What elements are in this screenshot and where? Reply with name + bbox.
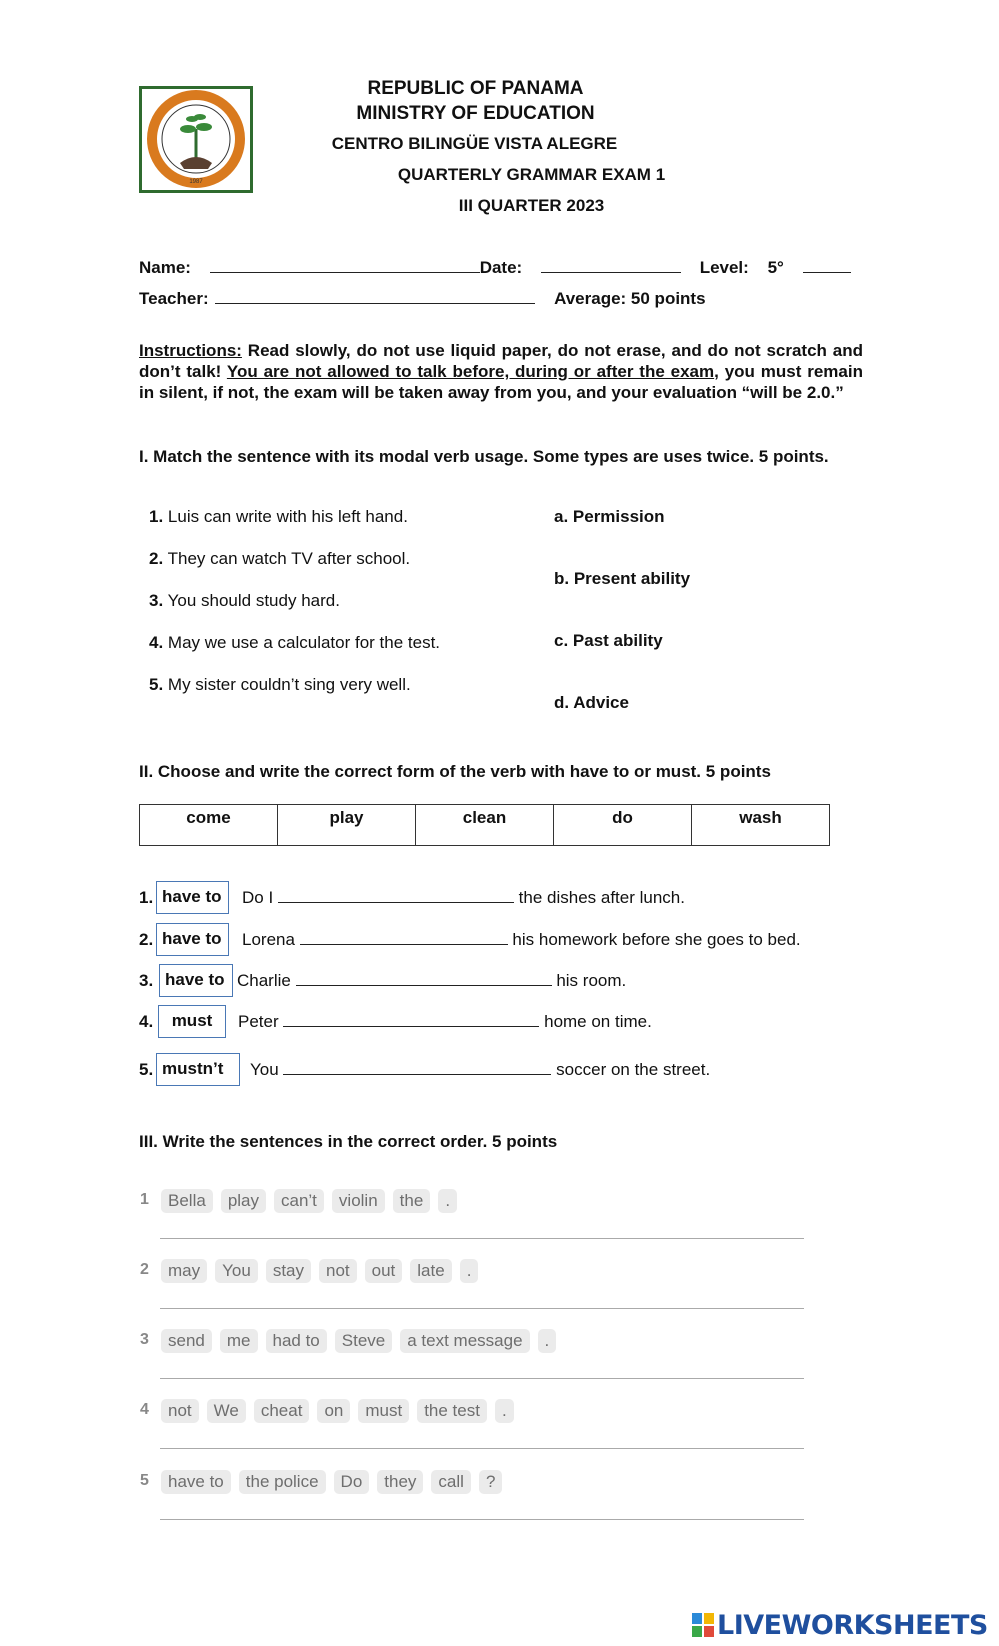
word-chip[interactable]: . — [495, 1399, 514, 1423]
verb-cell: play — [278, 805, 416, 846]
level-label: Level: — [699, 258, 749, 277]
s2-item-2 — [242, 930, 801, 950]
exam-title: QUARTERLY GRAMMAR EXAM 1 — [397, 165, 666, 184]
s1-text: You should study hard. — [163, 591, 340, 610]
word-chip[interactable]: call — [431, 1470, 471, 1494]
word-chip[interactable]: out — [365, 1259, 403, 1283]
s3-row-num-4: 4 — [140, 1401, 149, 1418]
s3-row-num-3: 3 — [140, 1331, 149, 1348]
s2-num-5: 5. — [139, 1060, 154, 1079]
s2-before: Do I — [242, 888, 274, 907]
s2-blank-4[interactable] — [283, 1012, 539, 1027]
s1-num: 1. — [149, 507, 164, 526]
liveworksheets-logo — [692, 1608, 988, 1642]
word-chip[interactable]: ? — [479, 1470, 502, 1494]
s1-text: They can watch TV after school. — [163, 549, 411, 568]
section2-title: II. Choose and write the correct form of the verb with have to or must. 5 points — [139, 762, 771, 781]
word-chip[interactable]: cheat — [254, 1399, 310, 1423]
s2-after: the dishes after lunch. — [518, 888, 685, 907]
option-d: d. Advice — [554, 693, 629, 712]
word-chip[interactable]: not — [319, 1259, 357, 1283]
word-chip[interactable]: they — [377, 1470, 423, 1494]
s1-num: 5. — [149, 675, 164, 694]
word-chip[interactable]: stay — [266, 1259, 311, 1283]
word-chip[interactable]: the — [393, 1189, 431, 1213]
s1-sentence-1 — [149, 507, 408, 527]
section3-title: III. Write the sentences in the correct order. 5 points — [139, 1132, 558, 1151]
option-c: c. Past ability — [554, 631, 663, 650]
verb-table — [139, 804, 830, 846]
s2-after: home on time. — [544, 1012, 652, 1031]
name-field[interactable] — [210, 258, 480, 273]
s2-blank-2[interactable] — [300, 930, 508, 945]
s3-row-num-5: 5 — [140, 1472, 149, 1489]
answer-line-4[interactable] — [160, 1448, 804, 1449]
s1-text: May we use a calculator for the test. — [163, 633, 441, 652]
s2-before: You — [250, 1060, 279, 1079]
header-school: CENTRO BILINGÜE VISTA ALEGRE — [331, 134, 618, 153]
s2-before: Charlie — [237, 971, 291, 990]
s1-text: Luis can write with his left hand. — [163, 507, 408, 526]
word-chip[interactable]: . — [460, 1259, 479, 1283]
s2-before: Lorena — [242, 930, 295, 949]
word-chip[interactable]: . — [538, 1329, 557, 1353]
s2-before: Peter — [238, 1012, 279, 1031]
word-chip[interactable]: may — [161, 1259, 207, 1283]
exam-quarter: III QUARTER 2023 — [458, 196, 605, 215]
word-chip[interactable]: me — [220, 1329, 258, 1353]
level-value: 5° — [767, 258, 784, 277]
word-chip[interactable]: You — [215, 1259, 258, 1283]
instructions-part1: Read slowly, do not use liquid paper, do not erase, and do not scratch and don’t talk! — [139, 341, 863, 381]
s3-words-4 — [161, 1399, 522, 1423]
s2-after: soccer on the street. — [556, 1060, 711, 1079]
s2-blank-1[interactable] — [278, 888, 514, 903]
s1-text: My sister couldn’t sing very well. — [163, 675, 411, 694]
instructions-part2: , you must remain in silent, if not, the exam will be taken away from you, and your evaluation “will be 2.0.” — [139, 362, 863, 402]
s2-answer-box-1[interactable]: have to — [156, 881, 229, 914]
word-chip[interactable]: the test — [417, 1399, 487, 1423]
verb-cell: do — [554, 805, 692, 846]
instructions-underlined: You are not allowed to talk before, during or after the exam — [226, 362, 715, 381]
answer-line-1[interactable] — [160, 1238, 804, 1239]
word-chip[interactable]: a text message — [400, 1329, 529, 1353]
liveworksheets-icon — [692, 1613, 714, 1637]
s1-sentence-5 — [149, 675, 411, 695]
s2-num-1: 1. — [139, 888, 154, 907]
word-chip[interactable]: had to — [266, 1329, 327, 1353]
s2-after: his homework before she goes to bed. — [512, 930, 801, 949]
word-chip[interactable]: . — [438, 1189, 457, 1213]
word-chip[interactable]: We — [207, 1399, 246, 1423]
answer-line-3[interactable] — [160, 1378, 804, 1379]
word-chip[interactable]: the police — [239, 1470, 326, 1494]
instructions-label: Instructions: — [139, 341, 242, 360]
s2-num-3: 3. — [139, 971, 154, 990]
s1-sentence-3 — [149, 591, 340, 611]
s3-words-5 — [161, 1470, 510, 1494]
verb-cell: clean — [416, 805, 554, 846]
s3-row-num-2: 2 — [140, 1261, 149, 1278]
s2-num-2: 2. — [139, 930, 154, 949]
word-chip[interactable]: must — [358, 1399, 409, 1423]
s2-blank-3[interactable] — [296, 971, 552, 986]
word-chip[interactable]: violin — [332, 1189, 385, 1213]
word-chip[interactable]: send — [161, 1329, 212, 1353]
name-label: Name: — [139, 258, 191, 277]
option-b: b. Present ability — [554, 569, 691, 588]
option-a: a. Permission — [554, 507, 665, 526]
verb-cell: wash — [692, 805, 830, 846]
s3-row-num-1: 1 — [140, 1191, 149, 1208]
s2-answer-box-4[interactable]: must — [158, 1005, 226, 1038]
s3-words-1 — [161, 1189, 465, 1213]
instructions — [139, 340, 863, 403]
s1-num: 4. — [149, 633, 164, 652]
s1-sentence-2 — [149, 549, 410, 569]
s2-answer-box-3[interactable]: have to — [159, 964, 233, 997]
average-text: Average: 50 points — [554, 289, 706, 308]
verb-cell: come — [140, 805, 278, 846]
date-label: Date: — [479, 258, 523, 277]
s2-num-4: 4. — [139, 1012, 154, 1031]
word-chip[interactable]: play — [221, 1189, 266, 1213]
answer-line-2[interactable] — [160, 1308, 804, 1309]
brand-text: LIVEWORKSHEETS — [717, 1609, 988, 1641]
word-chip[interactable]: not — [161, 1399, 199, 1423]
s3-words-3 — [161, 1329, 564, 1353]
s2-item-4 — [238, 1012, 652, 1032]
s2-answer-box-5[interactable]: mustn’t — [156, 1053, 240, 1086]
level-field[interactable] — [803, 258, 851, 273]
s2-answer-box-2[interactable]: have to — [156, 923, 229, 956]
s1-num: 3. — [149, 591, 164, 610]
s2-blank-5[interactable] — [283, 1060, 551, 1075]
s3-words-2 — [161, 1259, 486, 1283]
answer-line-5[interactable] — [160, 1519, 804, 1520]
date-field[interactable] — [541, 258, 681, 273]
section1-title: I. Match the sentence with its modal verb usage. Some types are uses twice. 5 points. — [139, 447, 829, 466]
header-ministry: MINISTRY OF EDUCATION — [356, 103, 595, 124]
s2-item-3 — [237, 971, 626, 991]
word-chip[interactable]: Bella — [161, 1189, 213, 1213]
s1-num: 2. — [149, 549, 164, 568]
s1-sentence-4 — [149, 633, 440, 653]
svg-text:1987: 1987 — [189, 179, 203, 185]
name-row — [139, 258, 851, 278]
teacher-field[interactable] — [215, 289, 535, 304]
word-chip[interactable]: can’t — [274, 1189, 324, 1213]
word-chip[interactable]: Steve — [335, 1329, 392, 1353]
teacher-label: Teacher: — [139, 289, 209, 308]
word-chip[interactable]: on — [317, 1399, 350, 1423]
teacher-row — [139, 289, 706, 309]
header-republic: REPUBLIC OF PANAMA — [367, 78, 584, 99]
s2-item-1 — [242, 888, 685, 908]
s2-after: his room. — [556, 971, 627, 990]
word-chip[interactable]: late — [410, 1259, 451, 1283]
word-chip[interactable]: have to — [161, 1470, 231, 1494]
word-chip[interactable]: Do — [334, 1470, 370, 1494]
s2-item-5 — [250, 1060, 710, 1080]
